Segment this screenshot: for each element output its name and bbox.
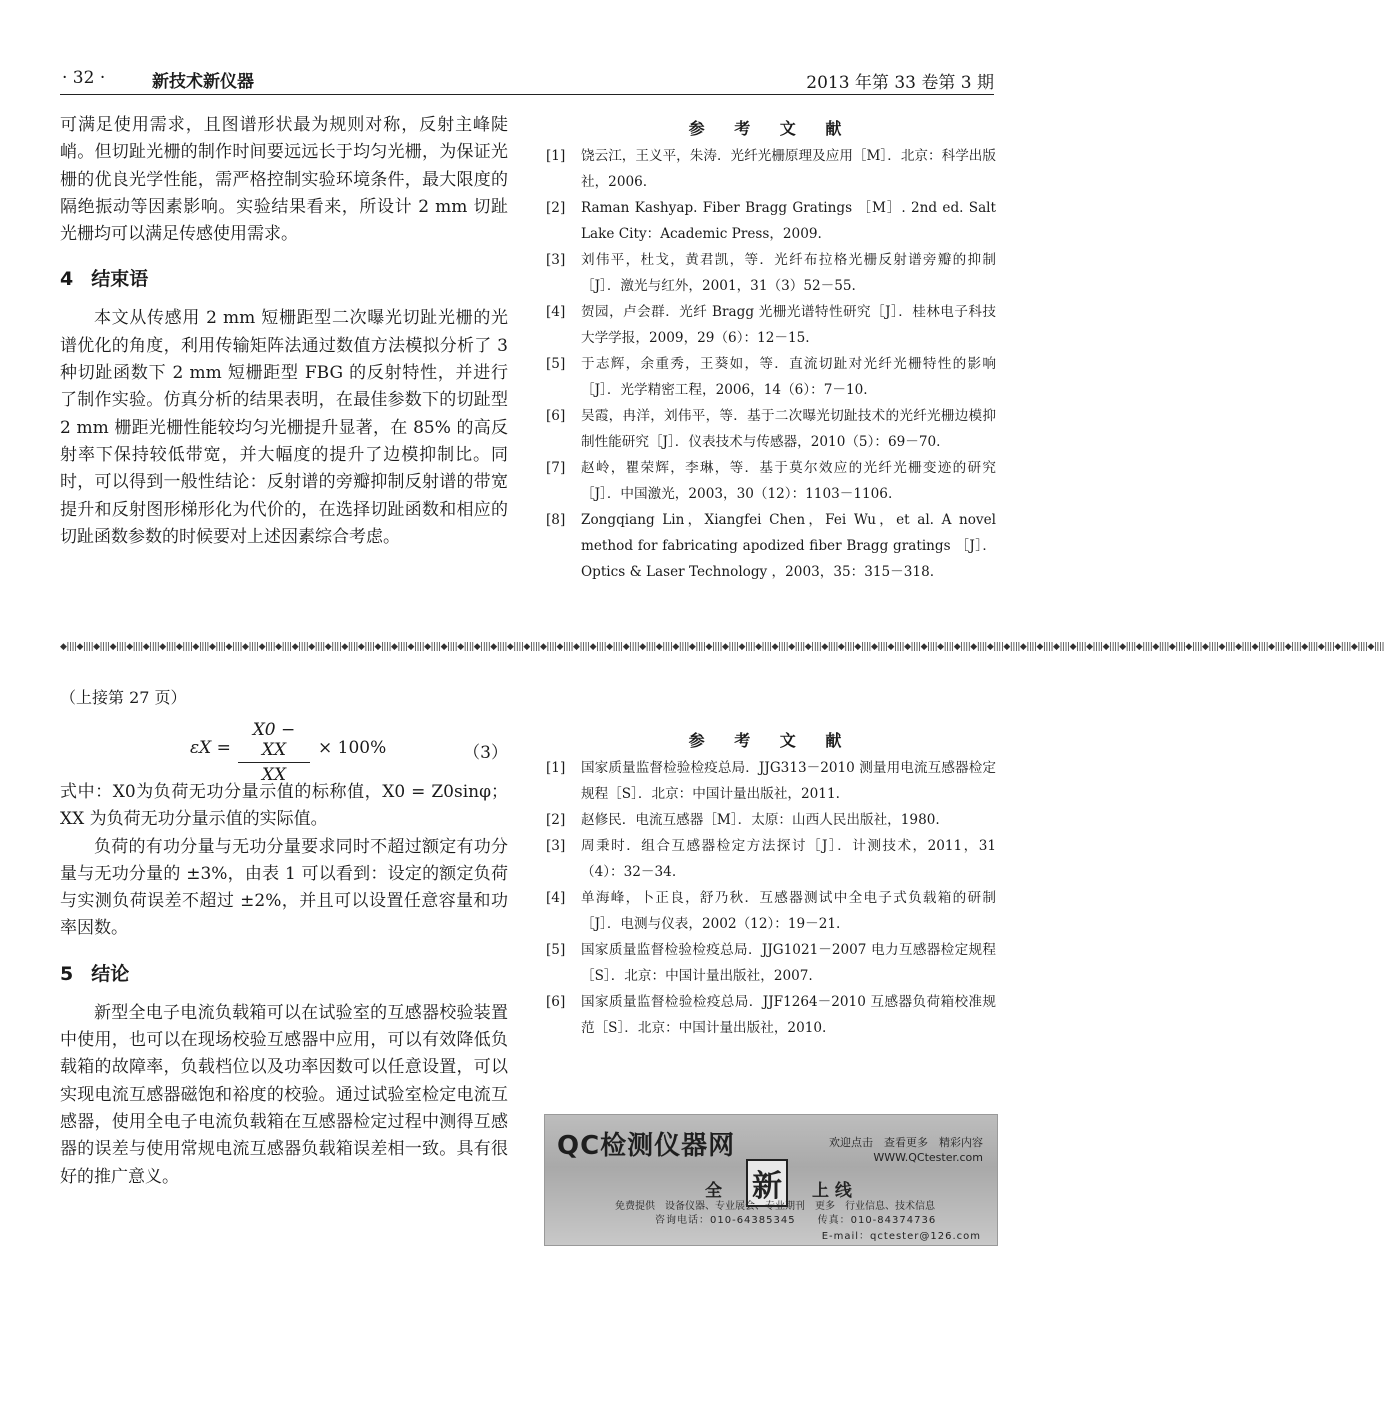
- equation-fraction: [238, 720, 310, 785]
- reference-text: 刘伟平，杜戈，黄君凯，等．光纤布拉格光栅反射谱旁瓣的抑制［J］．激光与红外，2001，31（3）52－55.: [581, 252, 996, 294]
- reference-item: [546, 807, 996, 833]
- equation-rhs: × 100%: [318, 738, 387, 758]
- reference-number: [3]: [546, 838, 566, 854]
- ad-headline-big: 新: [746, 1159, 788, 1207]
- reference-text: 于志辉，余重秀，王葵如，等．直流切趾对光纤光栅特性的影响［J］．光学精密工程，2006，14（6）：7－10.: [581, 356, 996, 398]
- reference-item: [546, 507, 996, 585]
- paragraph: 可满足使用需求，且图谱形状最为规则对称，反射主峰陡峭。但切趾光栅的制作时间要远远长于均匀光栅，为保证光栅的优良光学性能，需严格控制实验环境条件，最大限度的隔绝振动等因素影响。实验结果看来，所设计 2 mm 切趾光栅均可以满足传感使用需求。: [60, 115, 508, 245]
- ad-logo: QC检测仪器网: [557, 1131, 736, 1161]
- reference-text: Zongqiang Lin，Xiangfei Chen，Fei Wu，et al. A novel method for fabricating apodized fiber Bragg gratings ［J］． Optics & Laser Technology ，2003，35：315－318.: [581, 512, 996, 580]
- reference-number: [8]: [546, 512, 566, 528]
- equation-number: （3）: [463, 743, 508, 763]
- reference-number: [4]: [546, 304, 566, 320]
- references-title: 参 考 文 献: [688, 119, 854, 138]
- reference-item: [546, 833, 996, 885]
- ad-tagline-text: 欢迎点击 查看更多 精彩内容: [829, 1136, 983, 1149]
- references-title: 参 考 文 献: [688, 731, 854, 750]
- page-header: [60, 62, 994, 95]
- reference-text: 周秉时．组合互感器检定方法探讨［J］．计测技术，2011，31（4）：32－34.: [581, 838, 996, 880]
- ad-email[interactable]: E-mail：qctester@126.com: [821, 1231, 981, 1242]
- reference-item: [546, 455, 996, 507]
- reference-text: 饶云江，王义平，朱涛．光纤光栅原理及应用［M］．北京：科学出版社，2006.: [581, 148, 996, 190]
- references-bottom: [546, 728, 996, 1041]
- reference-number: [2]: [546, 812, 566, 828]
- section-title: 结论: [91, 962, 130, 985]
- reference-number: [5]: [546, 356, 566, 372]
- reference-number: [4]: [546, 890, 566, 906]
- reference-item: [546, 195, 996, 247]
- reference-item: [546, 247, 996, 299]
- section-number: 4: [60, 268, 74, 291]
- reference-item: [546, 885, 996, 937]
- reference-number: [6]: [546, 408, 566, 424]
- top-left-column: [60, 112, 508, 551]
- section-number: 5: [60, 962, 74, 985]
- ad-url[interactable]: WWW.QCtester.com: [873, 1151, 983, 1164]
- continued-note: （上接第 27 页）: [60, 688, 187, 707]
- reference-item: [546, 755, 996, 807]
- reference-text: 赵修民．电流互感器［M］．太原：山西人民出版社，1980.: [581, 812, 940, 828]
- reference-number: [3]: [546, 252, 566, 268]
- reference-text: 国家质量监督检验检疫总局．JJG1021－2007 电力互感器检定规程［S］．北京：中国计量出版社，2007.: [581, 942, 996, 984]
- paragraph: 本文从传感用 2 mm 短栅距型二次曝光切趾光栅的光谱优化的角度，利用传输矩阵法通过数值方法模拟分析了 3 种切趾函数下 2 mm 短栅距型 FBG 的反射特性，并进行了制作实验。仿真分析的结果表明，在最佳参数下的切趾型 2 mm 栅距光栅性能较均匀光栅提升显著，在 85% 的高反射率下保持较低带宽，并大幅度的提升了边模抑制比。同时，可以得到一般性结论：反射谱的旁瓣抑制反射谱的带宽提升和反射图形梯形化为代价的，在选择切趾函数和相应的切趾函数参数的时候要对上述因素综合考虑。: [60, 308, 508, 547]
- reference-item: [546, 403, 996, 455]
- equation-lhs: εX =: [190, 738, 231, 758]
- reference-text: 吴霞，冉洋，刘伟平，等．基于二次曝光切趾技术的光纤光栅边模抑制性能研究［J］．仪表技术与传感器，2010（5）：69－70.: [581, 408, 996, 450]
- reference-number: [1]: [546, 148, 566, 164]
- reference-text: 赵岭，瞿荣辉，李琳，等．基于莫尔效应的光纤光栅变迹的研究［J］．中国激光，2003，30（12）：1103－1106.: [581, 460, 996, 502]
- ad-contact: 咨询电话：010-64385345 传真：010-84374736: [655, 1215, 937, 1226]
- reference-item: [546, 989, 996, 1041]
- issue-info: 2013 年第 33 卷第 3 期: [806, 73, 994, 93]
- equation-denominator: XX: [261, 765, 287, 785]
- reference-number: [5]: [546, 942, 566, 958]
- ad-services: 免费提供 设备仪器、专业展会、专业期刊 更多 行业信息、技术信息: [615, 1201, 935, 1212]
- reference-text: 单海峰，卜正良，舒乃秋．互感器测试中全电子式负载箱的研制［J］．电测与仪表，2002（12）：19－21.: [581, 890, 996, 932]
- reference-list: [546, 143, 996, 585]
- ad-tagline: [829, 1135, 983, 1165]
- reference-item: [546, 351, 996, 403]
- paragraph: 式中：X0为负荷无功分量示值的标称值，X0 = Z0sinφ；XX 为负荷无功分量示值的实际值。: [60, 782, 508, 830]
- reference-text: 国家质量监督检验检疫总局．JJF1264－2010 互感器负荷箱校准规范［S］．北京：中国计量出版社，2010.: [581, 994, 996, 1036]
- journal-name: 新技术新仪器: [152, 72, 254, 92]
- reference-text: 国家质量监督检验检疫总局．JJG313－2010 测量用电流互感器检定规程［S］．北京：中国计量出版社，2011.: [581, 760, 996, 802]
- paragraph: 负荷的有功分量与无功分量要求同时不超过额定有功分量与无功分量的 ±3%，由表 1 可以看到：设定的额定负荷与实测负荷误差不超过 ±2%，并且可以设置任意容量和功率因数。: [60, 836, 508, 939]
- section-title: 结束语: [91, 268, 149, 291]
- reference-list: [546, 755, 996, 1041]
- reference-number: [7]: [546, 460, 566, 476]
- reference-number: [6]: [546, 994, 566, 1010]
- reference-item: [546, 937, 996, 989]
- ad-headline-right: 上 线: [812, 1181, 852, 1201]
- equation-numerator: X0 − XX: [238, 720, 310, 763]
- references-top: [546, 116, 996, 585]
- reference-item: [546, 299, 996, 351]
- ad-headline-left: 全: [705, 1181, 722, 1201]
- reference-text: 贺园，卢会群．光纤 Bragg 光栅光谱特性研究［J］．桂林电子科技大学学报，2009，29（6）：12－15.: [581, 304, 996, 346]
- reference-number: [1]: [546, 760, 566, 776]
- section-heading: [60, 264, 508, 291]
- page-number: · 32 ·: [62, 68, 106, 88]
- section-divider: ◆||||◆||||◆||||◆||||◆||||◆||||◆||||◆||||◆||||◆||||◆||||◆||||◆||||◆||||◆||||◆||||◆||||◆||||◆||||◆||||◆||||◆||||◆||||◆||||◆||||◆||||◆||||◆||||◆||||◆||||◆||||◆||||◆||||◆||||◆||||◆||||◆||||◆||||◆||||◆||||◆||||◆||||◆||||◆||||◆||||◆||||◆||||◆||||◆||||◆||||◆||||◆||||◆||||◆||||◆||||◆||||◆||||◆||||◆||||◆||||◆||||◆||||◆||||◆||||◆||||◆||||◆||||◆||||◆||||◆||||◆||||◆||||◆||||◆||||◆||||◆||||◆||||◆||||◆||||◆||||: [60, 642, 1384, 652]
- section-heading: [60, 959, 508, 986]
- paragraph: 新型全电子电流负载箱可以在试验室的互感器校验装置中使用，也可以在现场校验互感器中应用，可以有效降低负载箱的故障率，负载档位以及功率因数可以任意设置，可以实现电流互感器磁饱和裕度的校验。通过试验室检定电流互感器，使用全电子电流负载箱在互感器检定过程中测得互感器的误差与使用常规电流互感器负载箱误差相一致。具有很好的推广意义。: [60, 1002, 508, 1187]
- equation-3: [190, 720, 508, 785]
- reference-item: [546, 143, 996, 195]
- reference-text: Raman Kashyap. Fiber Bragg Gratings ［M］. 2nd ed. Salt Lake City：Academic Press，2009.: [581, 200, 996, 242]
- bottom-left-column: [60, 779, 508, 1191]
- reference-number: [2]: [546, 200, 566, 216]
- advertisement-banner[interactable]: [544, 1114, 998, 1246]
